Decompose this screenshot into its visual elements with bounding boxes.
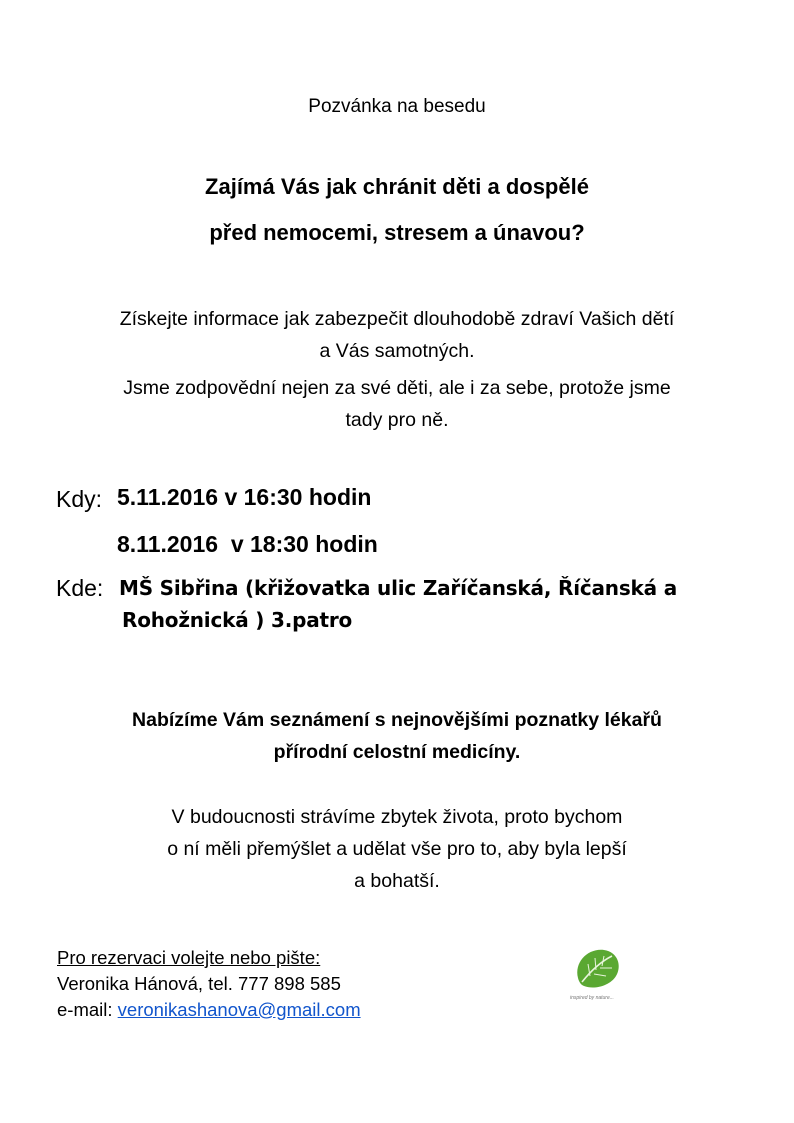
logo xyxy=(568,944,628,1002)
offer-paragraph xyxy=(0,704,794,768)
future-line3: a bohatší. xyxy=(354,870,440,892)
intro-p1-line2: a Vás samotných. xyxy=(319,340,475,362)
email-label: e-mail: xyxy=(57,999,118,1020)
logo-tagline: inspired by nature... xyxy=(570,995,614,1001)
future-line2: o ní měli přemýšlet a udělat vše pro to, aby byla lepší xyxy=(167,838,627,860)
intro-p1-line1: Získejte informace jak zabezpečit dlouhodobě zdraví Vašich dětí xyxy=(119,308,675,330)
contact-email-row xyxy=(57,997,361,1023)
leaf-icon xyxy=(568,944,628,1002)
invitation-title: Pozvánka na besedu xyxy=(308,96,486,117)
intro-p2-line2: tady pro ně. xyxy=(345,409,449,431)
where-line-1: MŠ Sibřina (křižovatka ulic Zaříčanská, Říčanská a xyxy=(119,576,677,600)
headline-line-1: Zajímá Vás jak chránit děti a dospělé xyxy=(205,174,589,199)
contact-block xyxy=(57,945,361,1023)
email-link[interactable]: veronikashanova@gmail.com xyxy=(117,999,361,1020)
offer-line1: Nabízíme Vám seznámení s nejnovějšími poznatky lékařů xyxy=(132,709,662,731)
intro-p2-line1: Jsme zodpovědní nejen za své děti, ale i za sebe, protože jsme xyxy=(123,377,671,399)
when-date-2: 8.11.2016 v 18:30 hodin xyxy=(117,531,378,557)
contact-name-phone: Veronika Hánová, tel. 777 898 585 xyxy=(57,973,341,994)
intro-paragraph-1 xyxy=(0,303,794,367)
offer-line2: přírodní celostní medicíny. xyxy=(273,741,521,763)
future-line1: V budoucnosti strávíme zbytek života, proto bychom xyxy=(171,806,623,828)
where-label: Kde: xyxy=(56,575,104,601)
where-line-2: Rohožnická ) 3.patro xyxy=(122,608,353,632)
future-paragraph xyxy=(0,801,794,897)
intro-paragraph-2 xyxy=(0,372,794,436)
headline-line-2: před nemocemi, stresem a únavou? xyxy=(209,220,585,245)
contact-heading: Pro rezervaci volejte nebo pište: xyxy=(57,947,321,968)
when-date-1: 5.11.2016 v 16:30 hodin xyxy=(117,484,372,510)
when-label: Kdy: xyxy=(56,486,103,512)
